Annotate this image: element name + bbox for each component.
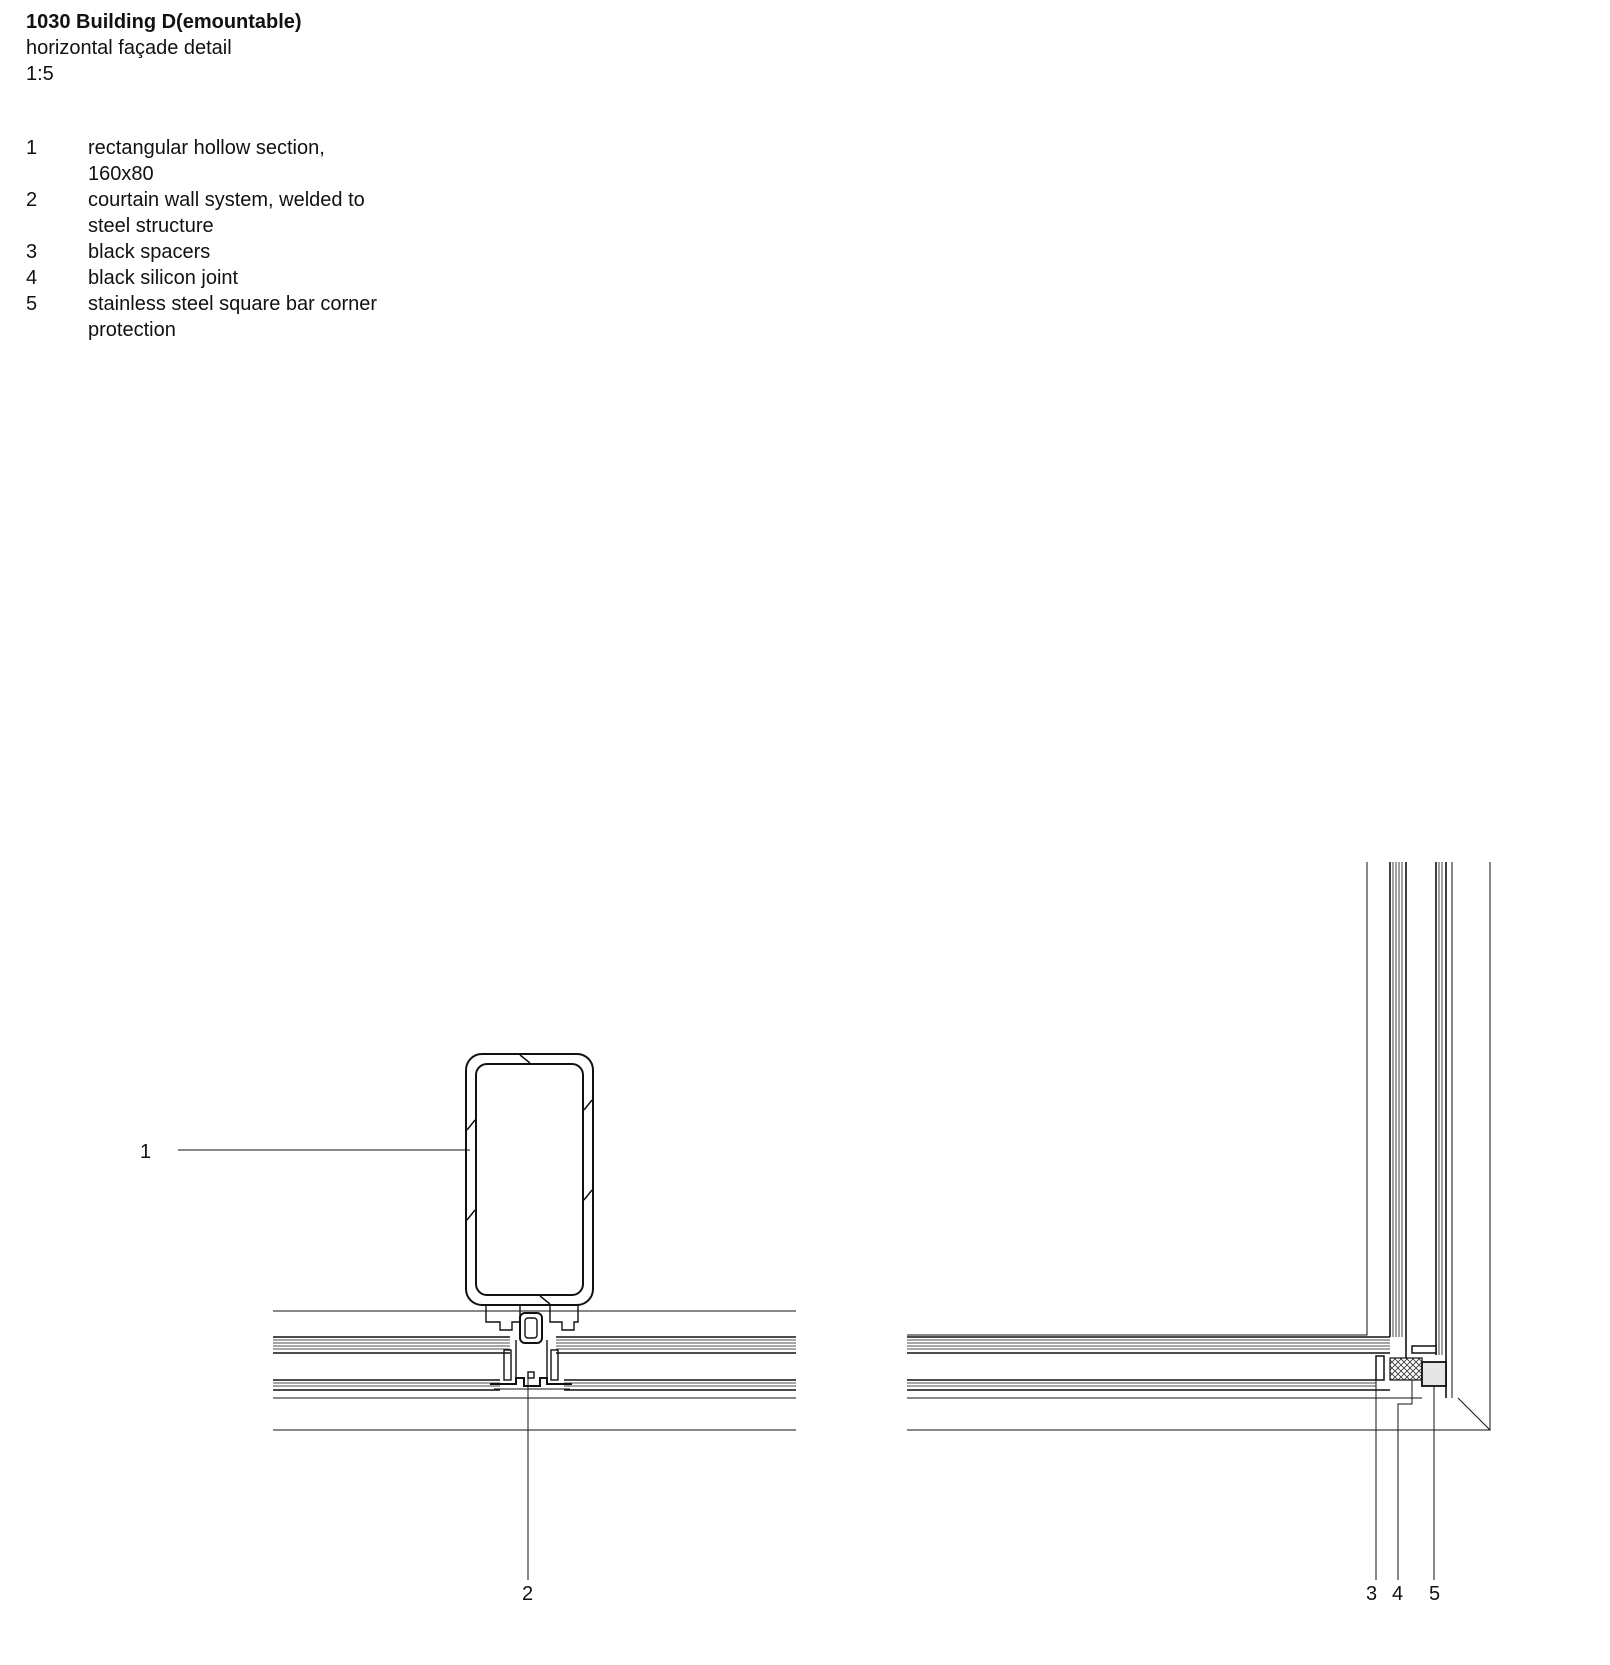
drawing-subtitle: horizontal façade detail bbox=[26, 37, 232, 59]
drawing-scale: 1:5 bbox=[26, 63, 54, 85]
legend-number: 5 bbox=[26, 293, 38, 315]
legend-text: rectangular hollow section, 160x80 bbox=[88, 137, 325, 185]
leader-line-4 bbox=[1398, 1380, 1412, 1580]
rectangular-hollow-section bbox=[466, 1054, 593, 1305]
legend-text: black spacers bbox=[88, 241, 211, 263]
stainless-steel-square-bar bbox=[1422, 1362, 1446, 1386]
legend-text: courtain wall system, welded to steel structure bbox=[88, 189, 365, 237]
legend-number: 3 bbox=[26, 241, 38, 263]
legend-number: 1 bbox=[26, 137, 38, 159]
legend-number: 2 bbox=[26, 189, 38, 211]
legend-text: stainless steel square bar corner protection bbox=[88, 293, 378, 341]
legend-number: 4 bbox=[26, 267, 38, 289]
black-spacer-vertical bbox=[1412, 1346, 1436, 1353]
drawing-title: 1030 Building D(emountable) bbox=[26, 11, 302, 33]
black-spacer bbox=[1376, 1356, 1384, 1380]
left-glazing-panel bbox=[273, 1311, 796, 1430]
black-silicon-joint bbox=[1390, 1358, 1422, 1380]
corner-detail bbox=[907, 862, 1490, 1430]
callout-1: 1 bbox=[140, 1141, 152, 1163]
curtain-wall-mullion bbox=[486, 1305, 578, 1389]
legend-text: black silicon joint bbox=[88, 267, 239, 289]
callout-4: 4 bbox=[1392, 1583, 1404, 1605]
callout-2: 2 bbox=[522, 1583, 534, 1605]
callout-3: 3 bbox=[1366, 1583, 1378, 1605]
leader-lines bbox=[178, 1150, 1434, 1580]
callout-5: 5 bbox=[1429, 1583, 1441, 1605]
